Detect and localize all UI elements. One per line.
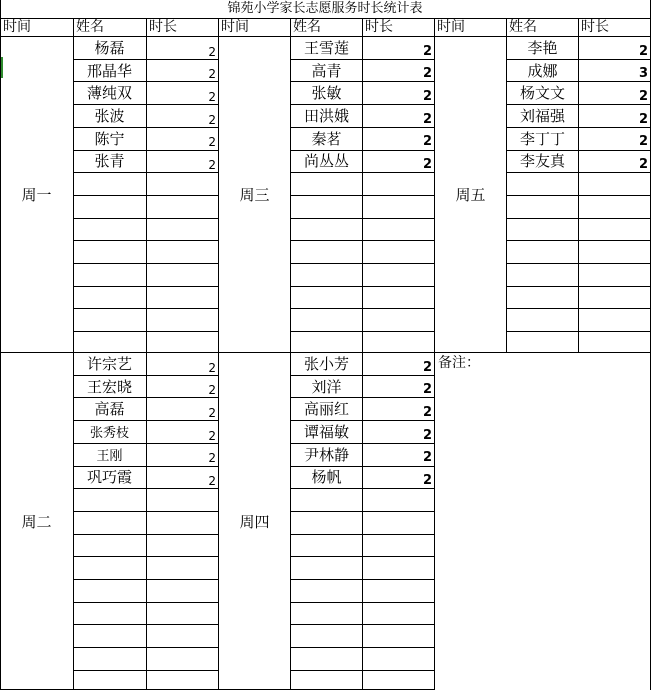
hours-cell[interactable]: 2 (208, 90, 216, 105)
header-bottom-line (0, 36, 650, 37)
name-cell[interactable]: 张秀枝 (89, 425, 129, 441)
name-cell[interactable]: 杨磊 (94, 38, 125, 57)
name-cell[interactable]: 李丁丁 (519, 129, 565, 148)
header-name[interactable]: 姓名 (76, 19, 104, 35)
name-cell[interactable]: 张波 (94, 106, 125, 125)
header-name[interactable]: 姓名 (509, 19, 537, 35)
name-cell[interactable]: 高青 (311, 61, 342, 80)
day-cell[interactable]: 周二 (21, 512, 52, 531)
day-cell[interactable]: 周三 (239, 185, 270, 204)
name-cell[interactable]: 刘洋 (311, 377, 342, 396)
hours-cell[interactable]: 2 (422, 382, 432, 398)
hours-cell[interactable]: 2 (638, 134, 648, 150)
name-cell[interactable]: 谭福敏 (303, 422, 349, 441)
name-cell[interactable]: 李艳 (527, 38, 558, 57)
hours-cell[interactable]: 2 (422, 359, 432, 375)
sheet-title[interactable]: 锦苑小学家长志愿服务时长统计表 (227, 1, 423, 16)
name-cell[interactable]: 薄纯双 (86, 84, 132, 103)
name-cell[interactable]: 尹林静 (303, 445, 349, 464)
name-cell[interactable]: 张敏 (311, 84, 342, 103)
column-gridline (362, 18, 363, 690)
hours-cell[interactable]: 2 (638, 43, 648, 59)
hours-cell[interactable]: 2 (208, 451, 216, 466)
day-cell[interactable]: 周五 (455, 185, 486, 204)
hours-cell[interactable]: 2 (208, 428, 216, 443)
header-time[interactable]: 时间 (3, 19, 31, 35)
name-cell[interactable]: 张青 (94, 152, 125, 171)
hours-cell[interactable]: 2 (638, 89, 648, 105)
column-gridline (434, 18, 435, 690)
header-time[interactable]: 时间 (437, 19, 465, 35)
name-cell[interactable]: 尚丛丛 (303, 152, 349, 171)
name-cell[interactable]: 高丽红 (303, 400, 349, 419)
hours-cell[interactable]: 2 (208, 44, 216, 59)
name-cell[interactable]: 张小芳 (303, 354, 349, 373)
column-gridline (73, 18, 74, 690)
name-cell[interactable]: 巩巧霞 (86, 468, 132, 487)
hours-cell[interactable]: 2 (422, 89, 432, 105)
hours-cell[interactable]: 2 (208, 135, 216, 150)
header-duration[interactable]: 时长 (149, 19, 177, 35)
name-cell[interactable]: 王刚 (96, 448, 123, 464)
hours-cell[interactable]: 2 (208, 67, 216, 82)
header-duration[interactable]: 时长 (581, 19, 609, 35)
right-border-line (650, 0, 651, 690)
column-gridline (578, 18, 579, 352)
name-cell[interactable]: 高磊 (94, 400, 125, 419)
name-cell[interactable]: 陈宁 (94, 129, 125, 148)
day-cell[interactable]: 周四 (239, 512, 270, 531)
header-time[interactable]: 时间 (221, 19, 249, 35)
name-cell[interactable]: 邢晶华 (86, 61, 132, 80)
title-bottom-line (0, 18, 650, 19)
name-cell[interactable]: 秦茗 (311, 129, 342, 148)
hours-cell[interactable]: 2 (422, 473, 432, 489)
left-border-line (0, 0, 1, 690)
hours-cell[interactable]: 2 (208, 383, 216, 398)
column-gridline (290, 18, 291, 690)
name-cell[interactable]: 田洪娥 (303, 106, 349, 125)
name-cell[interactable]: 刘福强 (519, 106, 565, 125)
day-cell[interactable]: 周一 (21, 185, 52, 204)
name-cell[interactable]: 杨帆 (311, 468, 342, 487)
hours-cell[interactable]: 2 (422, 405, 432, 421)
name-cell[interactable]: 许宗艺 (86, 354, 132, 373)
name-cell[interactable]: 王雪莲 (303, 38, 349, 57)
hours-cell[interactable]: 2 (422, 66, 432, 82)
hours-cell[interactable]: 2 (208, 474, 216, 489)
hours-cell[interactable]: 2 (208, 112, 216, 127)
hours-cell[interactable]: 2 (638, 111, 648, 127)
name-cell[interactable]: 王宏晓 (86, 377, 132, 396)
hours-cell[interactable]: 2 (208, 158, 216, 173)
hours-cell[interactable]: 2 (208, 406, 216, 421)
column-gridline (506, 18, 507, 352)
header-name[interactable]: 姓名 (293, 19, 321, 35)
hours-cell[interactable]: 2 (422, 134, 432, 150)
hours-cell[interactable]: 3 (638, 66, 648, 82)
hours-cell[interactable]: 2 (422, 43, 432, 59)
hours-cell[interactable]: 2 (208, 360, 216, 375)
bottom-border-line (0, 689, 434, 690)
hours-cell[interactable]: 2 (422, 157, 432, 173)
name-cell[interactable]: 杨文文 (519, 84, 565, 103)
header-duration[interactable]: 时长 (365, 19, 393, 35)
hours-cell[interactable]: 2 (422, 427, 432, 443)
remarks-cell[interactable]: 备注： (438, 355, 480, 371)
hours-cell[interactable]: 2 (422, 111, 432, 127)
name-cell[interactable]: 成娜 (527, 61, 558, 80)
band-divider-line (0, 352, 650, 353)
name-cell[interactable]: 李友真 (519, 152, 565, 171)
hours-cell[interactable]: 2 (638, 157, 648, 173)
hours-cell[interactable]: 2 (422, 450, 432, 466)
column-gridline (218, 18, 219, 690)
column-gridline (146, 18, 147, 690)
